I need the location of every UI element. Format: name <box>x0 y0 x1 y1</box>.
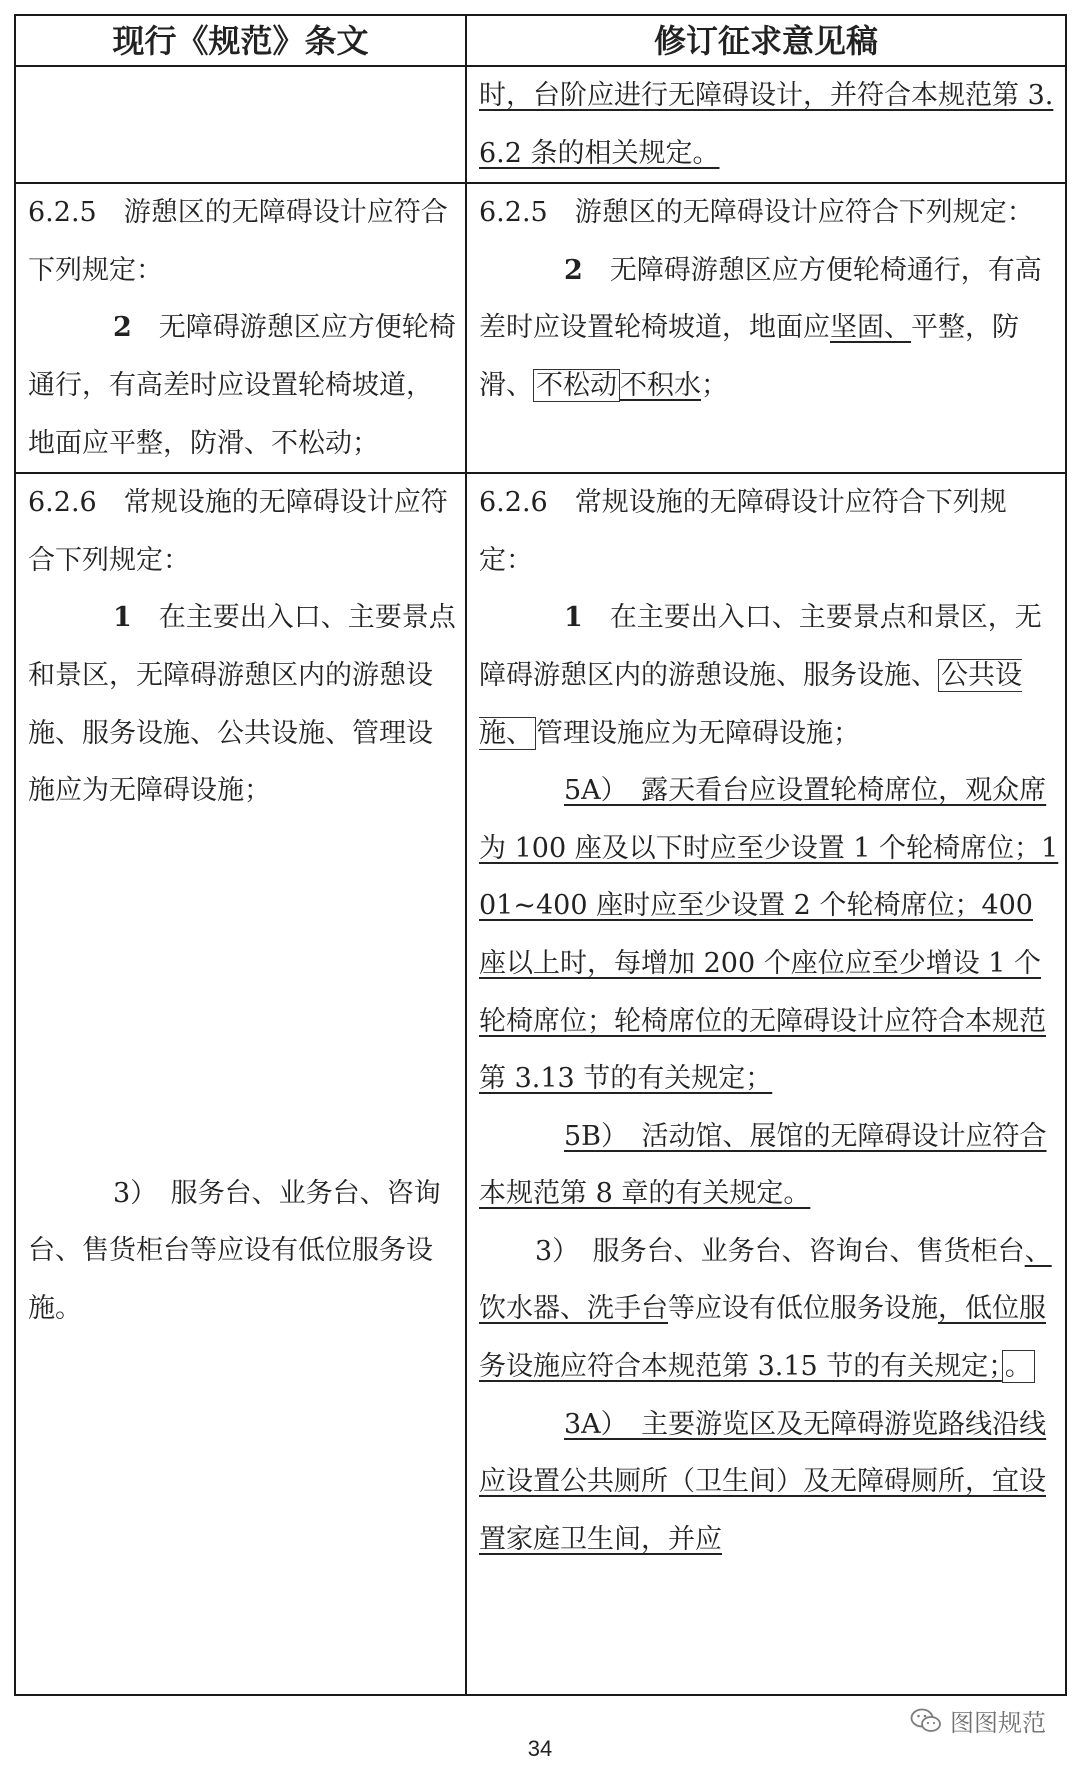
list-item <box>28 299 459 472</box>
item-text: 3） 服务台、业务台、咨询台、售货柜台 <box>535 1235 1025 1267</box>
item-text: 在主要出入口、主要景点和景区，无障碍游憩区内的游憩设施、服务设施、 <box>479 602 1042 691</box>
row1-right-cell <box>466 66 1066 183</box>
clause-6-2-5: 6.2.5 游憩区的无障碍设计应符合下列规定： <box>28 197 448 286</box>
row2-left-cell <box>15 183 466 473</box>
item-text: 无障碍游憩区应方便轮椅通行，有高差时应设置轮椅坡道，地面应 <box>479 254 1042 344</box>
item-number: 1 <box>113 602 132 634</box>
table-row <box>15 473 1066 1695</box>
inserted-text: 不积水 <box>620 369 701 401</box>
row1-left-cell <box>15 66 466 183</box>
row3-left-cell <box>15 473 466 1695</box>
page-number: 34 <box>527 1736 553 1761</box>
row3-right-cell <box>466 473 1066 1695</box>
inserted-text: 坚固、 <box>830 312 911 344</box>
item-text: ； <box>701 369 728 401</box>
inserted-text: 、饮水器、洗手台 <box>479 1235 1052 1325</box>
inserted-text: ，低位服务设施应符合本规范第 3.15 节的有关规定； <box>479 1293 1046 1383</box>
list-item <box>479 242 1059 415</box>
list-item <box>28 589 459 819</box>
list-item: 3） 服务台、业务台、咨询台、售货柜台等应设有低位服务设施。 <box>28 1177 441 1324</box>
watermark-text: 图图规范 <box>950 1709 1046 1737</box>
header-row <box>15 15 1066 66</box>
watermark <box>910 1703 1046 1738</box>
inserted-item-3a: 3A） 主要游览区及无障碍游览路线沿线应设置公共厕所（卫生间）及无障碍厕所，宜设置家庭卫生间，并应 <box>479 1408 1047 1555</box>
deleted-text-box: 公共设施、 <box>479 659 1022 749</box>
inserted-text: 时，台阶应进行无障碍设计，并符合本规范第 3.6.2 条的相关规定。 <box>479 80 1054 169</box>
header-revised-draft: 修订征求意见稿 <box>466 15 1066 66</box>
header-current-clause: 现行《规范》条文 <box>15 15 466 66</box>
row2-right-cell <box>466 183 1066 473</box>
wechat-icon <box>910 1707 942 1735</box>
item-text: 管理设施应为无障碍设施； <box>536 717 860 749</box>
table-row <box>15 66 1066 183</box>
item-number: 2 <box>113 312 132 344</box>
list-item <box>479 1223 1059 1396</box>
list-item <box>479 589 1059 762</box>
deleted-text-box: 不松动 <box>533 369 620 402</box>
inserted-item-5b: 5B） 活动馆、展馆的无障碍设计应符合本规范第 8 章的有关规定。 <box>479 1120 1047 1210</box>
deleted-text-box: 。 <box>1002 1350 1035 1383</box>
table-row <box>15 183 1066 473</box>
comparison-table <box>14 14 1067 1696</box>
item-number: 2 <box>564 254 583 286</box>
item-text: 等应设有低位服务设施 <box>668 1293 938 1325</box>
item-text: 在主要出入口、主要景点和景区，无障碍游憩区内的游憩设施、服务设施、公共设施、管理设施应为无障碍设施； <box>28 602 456 807</box>
inserted-item-5a: 5A） 露天看台应设置轮椅席位，观众席为 100 座及以下时应至少设置 1 个轮椅席位；101~400 座时应至少设置 2 个轮椅席位；400 座以上时，每增加 200 个座位应至少增设 1 个轮椅席位；轮椅席位的无障碍设计应符合本规范第 3.13 节的有关规定； <box>479 775 1059 1095</box>
item-text: 无障碍游憩区应方便轮椅通行，有高差时应设置轮椅坡道，地面应平整，防滑、不松动； <box>28 312 456 459</box>
clause-6-2-5: 6.2.5 游憩区的无障碍设计应符合下列规定： <box>479 197 1034 229</box>
clause-6-2-6: 6.2.6 常规设施的无障碍设计应符合下列规定： <box>28 487 448 576</box>
item-number: 1 <box>564 602 583 634</box>
clause-6-2-6: 6.2.6 常规设施的无障碍设计应符合下列规定： <box>479 487 1007 576</box>
item-text: 平整，防滑、 <box>479 312 1019 401</box>
